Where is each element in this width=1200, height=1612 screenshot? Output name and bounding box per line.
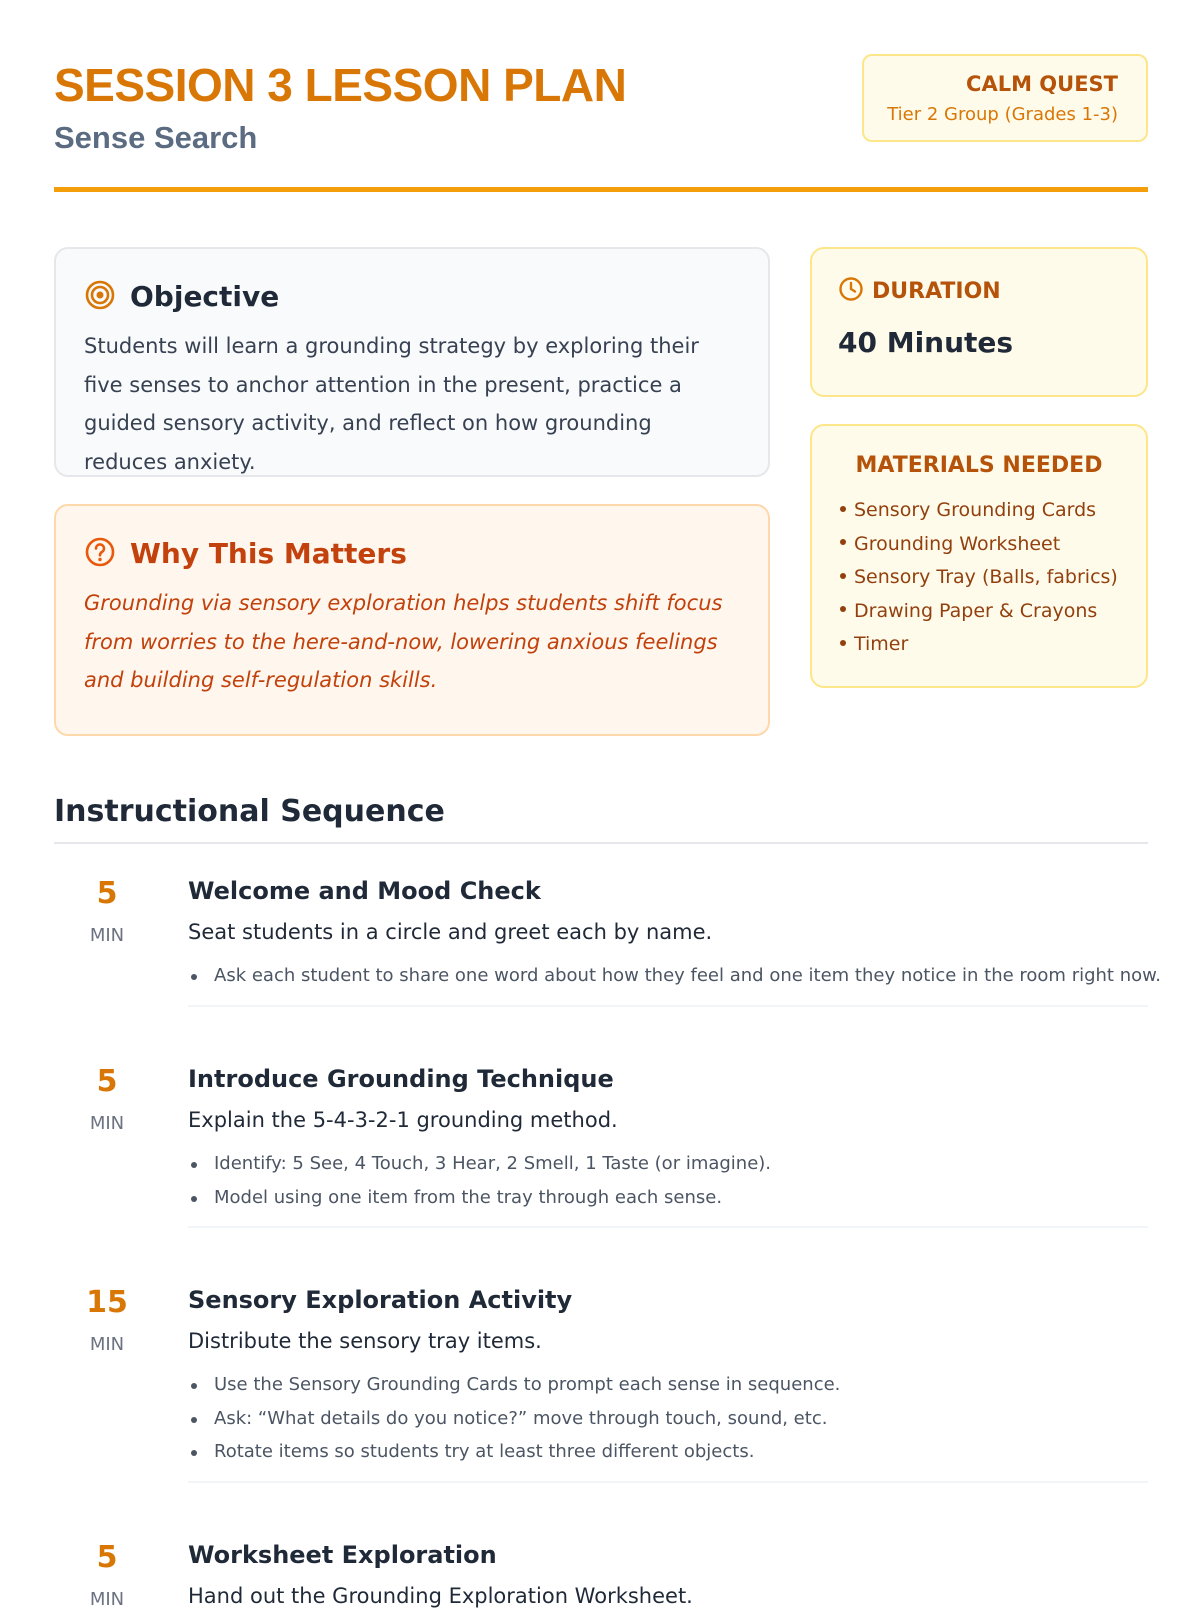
material-item: Grounding Worksheet (840, 528, 1130, 562)
objective-card (54, 247, 770, 477)
why-card (54, 504, 770, 736)
step-bullets (188, 959, 1161, 993)
material-item: Sensory Grounding Cards (840, 494, 1130, 528)
duration-value: 40 Minutes (838, 326, 1014, 359)
materials-list (840, 494, 1130, 662)
step-minutes: 5 (96, 876, 118, 911)
target-icon (84, 279, 130, 315)
step-unit: MIN (89, 925, 125, 946)
step-description: Explain the 5-4-3-2-1 grounding method. (188, 1108, 618, 1132)
step-duration (54, 1062, 160, 1136)
step-divider (188, 1005, 1148, 1007)
material-item: Sensory Tray (Balls, fabrics) (840, 561, 1130, 595)
step-title: Welcome and Mood Check (188, 877, 541, 905)
step-title: Introduce Grounding Technique (188, 1065, 614, 1093)
header-divider (54, 187, 1148, 192)
clock-icon (838, 276, 864, 306)
why-title: Why This Matters (130, 537, 407, 570)
step-bullet: Identify: 5 See, 4 Touch, 3 Hear, 2 Smell, 1 Taste (or imagine). (188, 1147, 1148, 1181)
step-description: Distribute the sensory tray items. (188, 1329, 542, 1353)
step-duration (54, 1538, 160, 1612)
step-minutes: 5 (96, 1540, 118, 1575)
step-duration (54, 1283, 160, 1357)
step-divider (188, 1481, 1148, 1483)
material-item: Timer (840, 628, 1130, 662)
step-unit: MIN (89, 1113, 125, 1134)
step-bullet: Ask each student to share one word about how they feel and one item they notice in the room right now. (188, 959, 1148, 993)
step-divider (188, 1226, 1148, 1228)
program-name: CALM QUEST (966, 72, 1118, 96)
objective-text: Students will learn a grounding strategy by exploring their five senses to anchor attention in the present, practice a guided sensory activity, and reflect on how grounding reduces anxiety. (84, 334, 699, 474)
why-text: Grounding via sensory exploration helps students shift focus from worries to the here-and-now, lowering anxious feelings and building self-regulation skills. (84, 591, 723, 692)
step-bullet: Model using one item from the tray through each sense. (188, 1181, 1148, 1215)
materials-card (810, 424, 1148, 688)
sequence-divider (54, 842, 1148, 844)
objective-title: Objective (130, 280, 280, 313)
sequence-title: Instructional Sequence (54, 794, 445, 829)
step-title: Sensory Exploration Activity (188, 1286, 573, 1314)
step-bullets (188, 1368, 1148, 1469)
step-unit: MIN (89, 1334, 125, 1355)
materials-title: MATERIALS NEEDED (855, 453, 1103, 478)
step-bullet: Rotate items so students try at least three different objects. (188, 1435, 1148, 1469)
question-circle-icon (84, 536, 130, 572)
page-subtitle: Sense Search (54, 120, 258, 155)
step-description: Seat students in a circle and greet each by name. (188, 920, 713, 944)
step-minutes: 5 (96, 1064, 118, 1099)
step-bullets (188, 1147, 1148, 1214)
step-duration (54, 874, 160, 948)
material-item: Drawing Paper & Crayons (840, 595, 1130, 629)
step-unit: MIN (89, 1589, 125, 1610)
duration-label: DURATION (872, 278, 1001, 304)
program-tier: Tier 2 Group (Grades 1-3) (887, 104, 1118, 125)
page-title: SESSION 3 LESSON PLAN (54, 59, 627, 111)
step-title: Worksheet Exploration (188, 1541, 497, 1569)
step-minutes: 15 (86, 1285, 128, 1320)
program-badge (862, 54, 1148, 142)
step-bullet: Ask: “What details do you notice?” move through touch, sound, etc. (188, 1402, 1148, 1436)
duration-card (810, 247, 1148, 397)
step-description: Hand out the Grounding Exploration Worksheet. (188, 1584, 693, 1608)
step-bullet: Use the Sensory Grounding Cards to prompt each sense in sequence. (188, 1368, 1148, 1402)
